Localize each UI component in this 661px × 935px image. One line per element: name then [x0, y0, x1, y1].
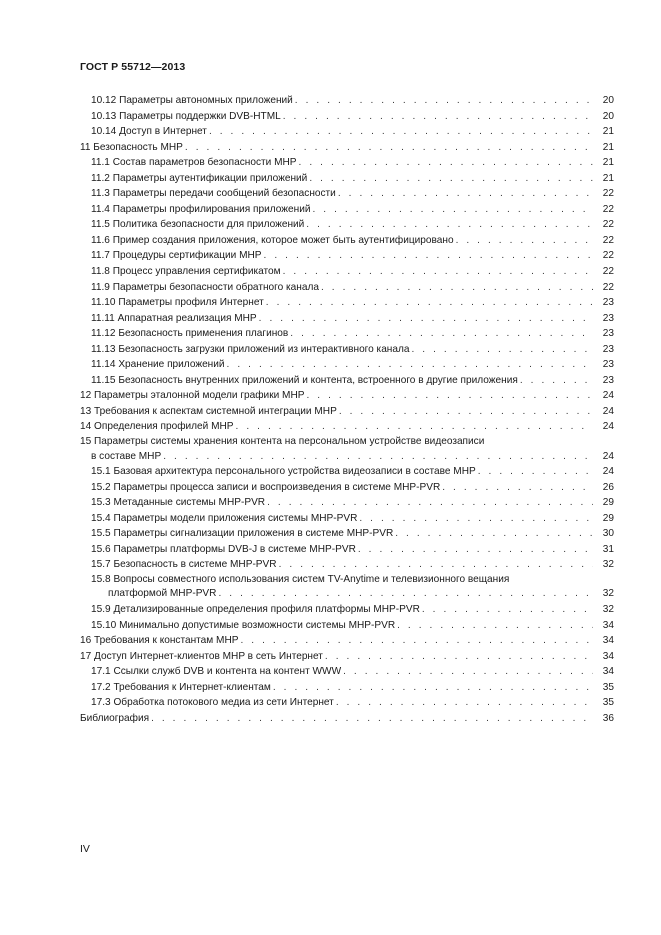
- toc-entry[interactable]: [80, 542, 614, 558]
- toc-entry[interactable]: [80, 140, 614, 156]
- toc-leader-dots: [266, 295, 593, 311]
- toc-entry[interactable]: [80, 124, 614, 140]
- toc-entry-text: 11.14 Хранение приложений: [91, 357, 227, 373]
- toc-page-number: 30: [593, 526, 614, 542]
- toc-entry[interactable]: [80, 280, 614, 296]
- toc-entry-text: 11.8 Процесс управления сертификатом: [91, 264, 283, 280]
- toc-entry-text: 10.14 Доступ в Интернет: [91, 124, 209, 140]
- toc-entry[interactable]: [80, 155, 614, 171]
- toc-entry[interactable]: [80, 711, 614, 727]
- toc-page-number: 22: [593, 217, 614, 233]
- toc-entry-text: 11.5 Политика безопасности для приложений: [91, 217, 306, 233]
- toc-entry-heading[interactable]: 15 Параметры системы хранения контента на персональном устройстве видеозаписи: [80, 436, 485, 448]
- toc-page-number: 24: [593, 388, 614, 404]
- toc-page-number: 21: [593, 155, 614, 171]
- toc-entry-text: 15.1 Базовая архитектура персонального устройства видеозаписи в составе MHP: [91, 464, 478, 480]
- toc-leader-dots: [412, 342, 594, 358]
- toc-entry[interactable]: [80, 649, 614, 665]
- toc-entry-text: 17.1 Ссылки служб DVB и контента на контент WWW: [91, 664, 343, 680]
- toc-entry-text: 15.7 Безопасность в системе MHP-PVR: [91, 557, 279, 573]
- toc-page-number: 34: [593, 633, 614, 649]
- toc-leader-dots: [236, 419, 593, 435]
- toc-leader-dots: [273, 680, 593, 696]
- toc-leader-dots: [336, 695, 593, 711]
- toc-entry[interactable]: [80, 217, 614, 233]
- toc-page-number: 24: [593, 419, 614, 435]
- toc-page-number: 22: [593, 280, 614, 296]
- toc-leader-dots: [283, 264, 593, 280]
- toc-leader-dots: [312, 202, 593, 218]
- toc-leader-dots: [338, 186, 593, 202]
- toc-page-number: 23: [593, 357, 614, 373]
- toc-page-number: 32: [593, 586, 614, 602]
- toc-leader-dots: [309, 171, 593, 187]
- toc-page-number: 29: [593, 511, 614, 527]
- toc-page-number: 34: [593, 664, 614, 680]
- toc-entry[interactable]: [80, 342, 614, 358]
- toc-page-number: 23: [593, 326, 614, 342]
- toc-leader-dots: [321, 280, 593, 296]
- toc-leader-dots: [259, 311, 593, 327]
- toc-entry[interactable]: [80, 449, 614, 465]
- toc-leader-dots: [290, 326, 593, 342]
- toc-page-number: 24: [593, 464, 614, 480]
- toc-entry[interactable]: [80, 480, 614, 496]
- toc-entry[interactable]: [80, 233, 614, 249]
- toc-entry[interactable]: [80, 388, 614, 404]
- toc-page-number: 23: [593, 373, 614, 389]
- toc-entry[interactable]: [80, 664, 614, 680]
- toc-page-number: 21: [593, 124, 614, 140]
- toc-leader-dots: [264, 248, 593, 264]
- toc-page-number: 22: [593, 264, 614, 280]
- toc-entry-text: 15.2 Параметры процесса записи и воспроизведения в системе MHP-PVR: [91, 480, 442, 496]
- toc-page-number: 21: [593, 140, 614, 156]
- toc-entry[interactable]: [80, 526, 614, 542]
- toc-page-number: 35: [593, 695, 614, 711]
- toc-entry-text: 11.7 Процедуры сертификации MHP: [91, 248, 264, 264]
- toc-leader-dots: [307, 388, 594, 404]
- toc-entry-text: 11.11 Аппаратная реализация MHP: [91, 311, 259, 327]
- toc-page-number: 35: [593, 680, 614, 696]
- table-of-contents: [80, 93, 614, 726]
- toc-leader-dots: [295, 93, 593, 109]
- toc-entry[interactable]: [80, 464, 614, 480]
- toc-entry-text: 11.1 Состав параметров безопасности MHP: [91, 155, 299, 171]
- toc-entry-text: 11.15 Безопасность внутренних приложений и контента, встроенного в другие приложения: [91, 373, 520, 389]
- toc-entry[interactable]: [80, 495, 614, 511]
- toc-page-number: 24: [593, 404, 614, 420]
- toc-entry[interactable]: [80, 109, 614, 125]
- toc-page-number: 23: [593, 295, 614, 311]
- toc-entry[interactable]: [80, 695, 614, 711]
- toc-leader-dots: [185, 140, 593, 156]
- toc-leader-dots: [395, 526, 593, 542]
- toc-entry-text: 10.13 Параметры поддержки DVB-HTML: [91, 109, 283, 125]
- toc-leader-dots: [520, 373, 593, 389]
- toc-entry-text: 11.4 Параметры профилирования приложений: [91, 202, 312, 218]
- toc-leader-dots: [358, 542, 593, 558]
- toc-leader-dots: [442, 480, 593, 496]
- toc-entry-text: в составе MHP: [91, 449, 163, 465]
- toc-entry-text: 11.10 Параметры профиля Интернет: [91, 295, 266, 311]
- toc-leader-dots: [279, 557, 593, 573]
- toc-entry[interactable]: [80, 264, 614, 280]
- toc-entry[interactable]: [80, 404, 614, 420]
- toc-page-number: 21: [593, 171, 614, 187]
- toc-page-number: 31: [593, 542, 614, 558]
- toc-entry[interactable]: [80, 186, 614, 202]
- toc-leader-dots: [339, 404, 593, 420]
- toc-entry[interactable]: [80, 171, 614, 187]
- document-header: ГОСТ Р 55712—2013: [80, 61, 186, 73]
- toc-entry[interactable]: [80, 618, 614, 634]
- toc-entry-text: 11.13 Безопасность загрузки приложений из интерактивного канала: [91, 342, 412, 358]
- toc-page-number: 22: [593, 186, 614, 202]
- toc-entry-text: 11 Безопасность MHP: [80, 140, 185, 156]
- toc-entry[interactable]: [80, 557, 614, 573]
- toc-entry-text: 16 Требования к константам MHP: [80, 633, 240, 649]
- toc-entry[interactable]: [80, 602, 614, 618]
- toc-entry-text: 14 Определения профилей MHP: [80, 419, 236, 435]
- toc-leader-dots: [359, 511, 593, 527]
- toc-page-number: 26: [593, 480, 614, 496]
- toc-page-number: 36: [593, 711, 614, 727]
- toc-leader-dots: [299, 155, 593, 171]
- toc-leader-dots: [456, 233, 593, 249]
- toc-entry-text: платформой MHP-PVR: [108, 586, 218, 602]
- toc-entry-text: 12 Параметры эталонной модели графики MHP: [80, 388, 307, 404]
- toc-entry-text: Библиография: [80, 711, 151, 727]
- toc-leader-dots: [343, 664, 593, 680]
- toc-entry-text: 10.12 Параметры автономных приложений: [91, 93, 295, 109]
- toc-page-number: 20: [593, 109, 614, 125]
- toc-entry[interactable]: [80, 511, 614, 527]
- toc-entry[interactable]: [80, 633, 614, 649]
- toc-leader-dots: [422, 602, 593, 618]
- toc-entry-heading[interactable]: 15.8 Вопросы совместного использования систем TV-Anytime и телевизионного вещания: [91, 573, 510, 585]
- toc-entry[interactable]: [80, 93, 614, 109]
- toc-entry[interactable]: [80, 326, 614, 342]
- toc-entry-text: 15.9 Детализированные определения профиля платформы MHP-PVR: [91, 602, 422, 618]
- toc-page-number: 24: [593, 449, 614, 465]
- toc-entry[interactable]: [80, 295, 614, 311]
- toc-entry[interactable]: [80, 357, 614, 373]
- toc-entry-text: 17.2 Требования к Интернет-клиентам: [91, 680, 273, 696]
- toc-entry[interactable]: [80, 248, 614, 264]
- toc-page-number: 29: [593, 495, 614, 511]
- toc-leader-dots: [240, 633, 593, 649]
- toc-entry[interactable]: [80, 680, 614, 696]
- toc-leader-dots: [325, 649, 593, 665]
- toc-page-number: 22: [593, 202, 614, 218]
- toc-page-number: 20: [593, 93, 614, 109]
- toc-entry-text: 17.3 Обработка потокового медиа из сети Интернет: [91, 695, 336, 711]
- toc-entry-text: 13 Требования к аспектам системной интеграции MHP: [80, 404, 339, 420]
- toc-leader-dots: [163, 449, 593, 465]
- toc-leader-dots: [267, 495, 593, 511]
- toc-leader-dots: [306, 217, 593, 233]
- toc-page-number: 22: [593, 248, 614, 264]
- toc-page-number: 34: [593, 649, 614, 665]
- toc-leader-dots: [283, 109, 593, 125]
- toc-page-number: 32: [593, 557, 614, 573]
- toc-entry-text: 11.12 Безопасность применения плагинов: [91, 326, 290, 342]
- toc-leader-dots: [227, 357, 593, 373]
- toc-page-number: 32: [593, 602, 614, 618]
- toc-entry-text: 11.3 Параметры передачи сообщений безопасности: [91, 186, 338, 202]
- page-number: IV: [80, 843, 90, 855]
- toc-page-number: 23: [593, 311, 614, 327]
- toc-leader-dots: [478, 464, 593, 480]
- toc-entry[interactable]: [80, 311, 614, 327]
- toc-entry-text: 15.6 Параметры платформы DVB-J в системе MHP-PVR: [91, 542, 358, 558]
- toc-entry-text: 15.10 Минимально допустимые возможности системы MHP-PVR: [91, 618, 397, 634]
- toc-leader-dots: [218, 586, 593, 602]
- toc-page-number: 34: [593, 618, 614, 634]
- toc-entry-text: 11.2 Параметры аутентификации приложений: [91, 171, 309, 187]
- toc-entry[interactable]: [80, 373, 614, 389]
- toc-page-number: 22: [593, 233, 614, 249]
- toc-entry[interactable]: [80, 419, 614, 435]
- toc-leader-dots: [397, 618, 593, 634]
- toc-entry-text: 11.9 Параметры безопасности обратного канала: [91, 280, 321, 296]
- toc-entry[interactable]: [80, 586, 614, 602]
- toc-entry-text: 15.4 Параметры модели приложения системы MHP-PVR: [91, 511, 359, 527]
- toc-entry-text: 15.3 Метаданные системы MHP-PVR: [91, 495, 267, 511]
- toc-entry[interactable]: [80, 202, 614, 218]
- toc-leader-dots: [151, 711, 593, 727]
- toc-entry-text: 15.5 Параметры сигнализации приложения в системе MHP-PVR: [91, 526, 395, 542]
- toc-leader-dots: [209, 124, 593, 140]
- toc-page-number: 23: [593, 342, 614, 358]
- toc-entry-text: 11.6 Пример создания приложения, которое может быть аутентифицировано: [91, 233, 456, 249]
- toc-entry-text: 17 Доступ Интернет-клиентов MHP в сеть Интернет: [80, 649, 325, 665]
